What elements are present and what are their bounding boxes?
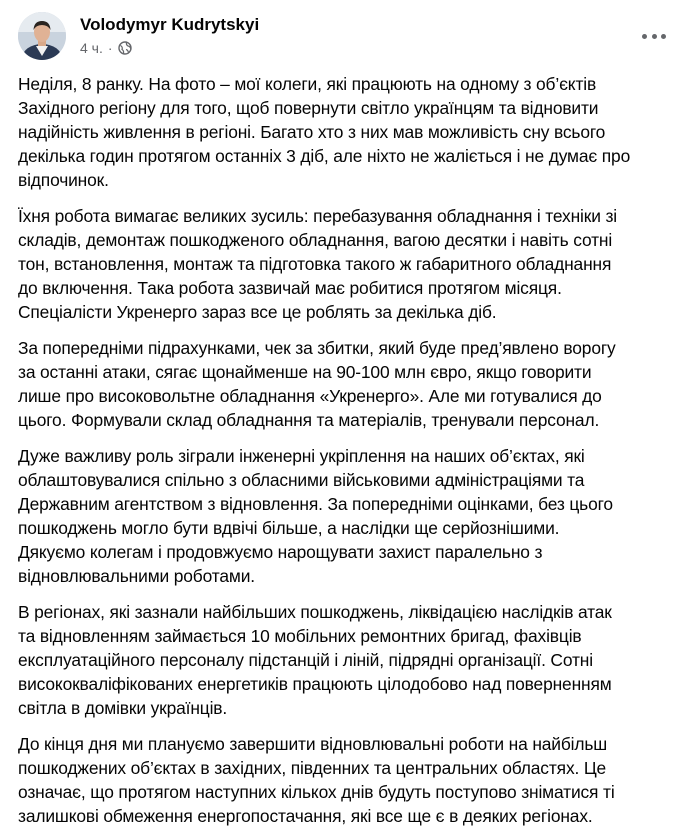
avatar-photo xyxy=(18,12,66,60)
text-line: облаштовувалися спільно з обласними військовими адміністраціями та xyxy=(18,470,585,490)
text-line: залишкові обмеження енергопостачання, які все ще є в деяких регіонах. xyxy=(18,806,593,826)
text-line: тон, встановлення, монтаж та підготовка такого ж габаритного обладнання xyxy=(18,254,612,274)
more-dot xyxy=(652,34,657,39)
text-line: декілька годин протягом останніх 3 діб, але ніхто не жаліється і не думає про xyxy=(18,146,631,166)
text-line: означає, що протягом наступних кількох днів будуть поступово зніматися ті xyxy=(18,782,615,802)
text-line: відновлювальними роботами. xyxy=(18,566,255,586)
text-line: та відновленням займається 10 мобільних ремонтних бригад, фахівців xyxy=(18,626,582,646)
paragraph xyxy=(18,336,678,432)
paragraph xyxy=(18,444,678,588)
paragraph xyxy=(18,72,678,192)
paragraph xyxy=(18,204,678,324)
text-line: складів, демонтаж пошкодженого обладнання, вагою десятки і навіть сотні xyxy=(18,230,613,250)
text-line: експлуатаційного персоналу підстанцій і ліній, підрядні організації. Сотні xyxy=(18,650,593,670)
text-line: За попередніми підрахунками, чек за збитки, який буде пред’явлено ворогу xyxy=(18,338,616,358)
text-line: Дякуємо колегам і продовжуємо нарощувати захист паралельно з xyxy=(18,542,543,562)
text-line: відпочинок. xyxy=(18,170,109,190)
post-meta xyxy=(80,39,132,57)
post-text xyxy=(18,72,678,840)
text-line: до включення. Така робота зазвичай має робитися протягом місяця. xyxy=(18,278,562,298)
text-line: Західного регіону для того, щоб повернути світло українцям та відновити xyxy=(18,98,599,118)
text-line: висококваліфікованих енергетиків працюють цілодобово над поверненням xyxy=(18,674,612,694)
more-options-icon[interactable] xyxy=(642,26,666,46)
text-line: Неділя, 8 ранку. На фото – мої колеги, які працюють на одному з об’єктів xyxy=(18,74,597,94)
paragraph xyxy=(18,732,678,828)
text-line: пошкоджень могло бути вдвічі більше, а наслідки ще серйознішими. xyxy=(18,518,560,538)
text-line: цього. Формували склад обладнання та матеріалів, тренували персонал. xyxy=(18,410,600,430)
text-line: лише про високовольтне обладнання «Укренерго». Але ми готувалися до xyxy=(18,386,602,406)
more-dot xyxy=(642,34,647,39)
post-timestamp[interactable]: 4 ч. xyxy=(80,40,103,56)
meta-separator: · xyxy=(107,40,113,56)
more-dot xyxy=(661,34,666,39)
text-line: світла в домівки українців. xyxy=(18,698,228,718)
text-line: Їхня робота вимагає великих зусиль: перебазування обладнання і техніки зі xyxy=(18,206,618,226)
text-line: До кінця дня ми плануємо завершити відновлювальні роботи на найбільш xyxy=(18,734,608,754)
author-name[interactable]: Volodymyr Kudrytskyi xyxy=(80,15,260,34)
text-line: Дуже важливу роль зіграли інженерні укріплення на наших об’єктах, які xyxy=(18,446,585,466)
text-line: за останні атаки, сягає щонайменше на 90-100 млн євро, якщо говорити xyxy=(18,362,592,382)
text-line: пошкоджених об’єктах в західних, південних та центральних областях. Це xyxy=(18,758,607,778)
text-line: надійність живлення в регіоні. Багато хто з них мав можливість сну всього xyxy=(18,122,606,142)
paragraph xyxy=(18,600,678,720)
text-line: Спеціалісти Укренерго зараз все це роблять за декілька діб. xyxy=(18,302,497,322)
post-header xyxy=(18,12,674,62)
globe-icon xyxy=(118,41,132,55)
author-avatar[interactable] xyxy=(18,12,66,60)
text-line: Державним агентством з відновлення. За попередніми оцінками, без цього xyxy=(18,494,613,514)
text-line: В регіонах, які зазнали найбільших пошкоджень, ліквідацією наслідків атак xyxy=(18,602,612,622)
